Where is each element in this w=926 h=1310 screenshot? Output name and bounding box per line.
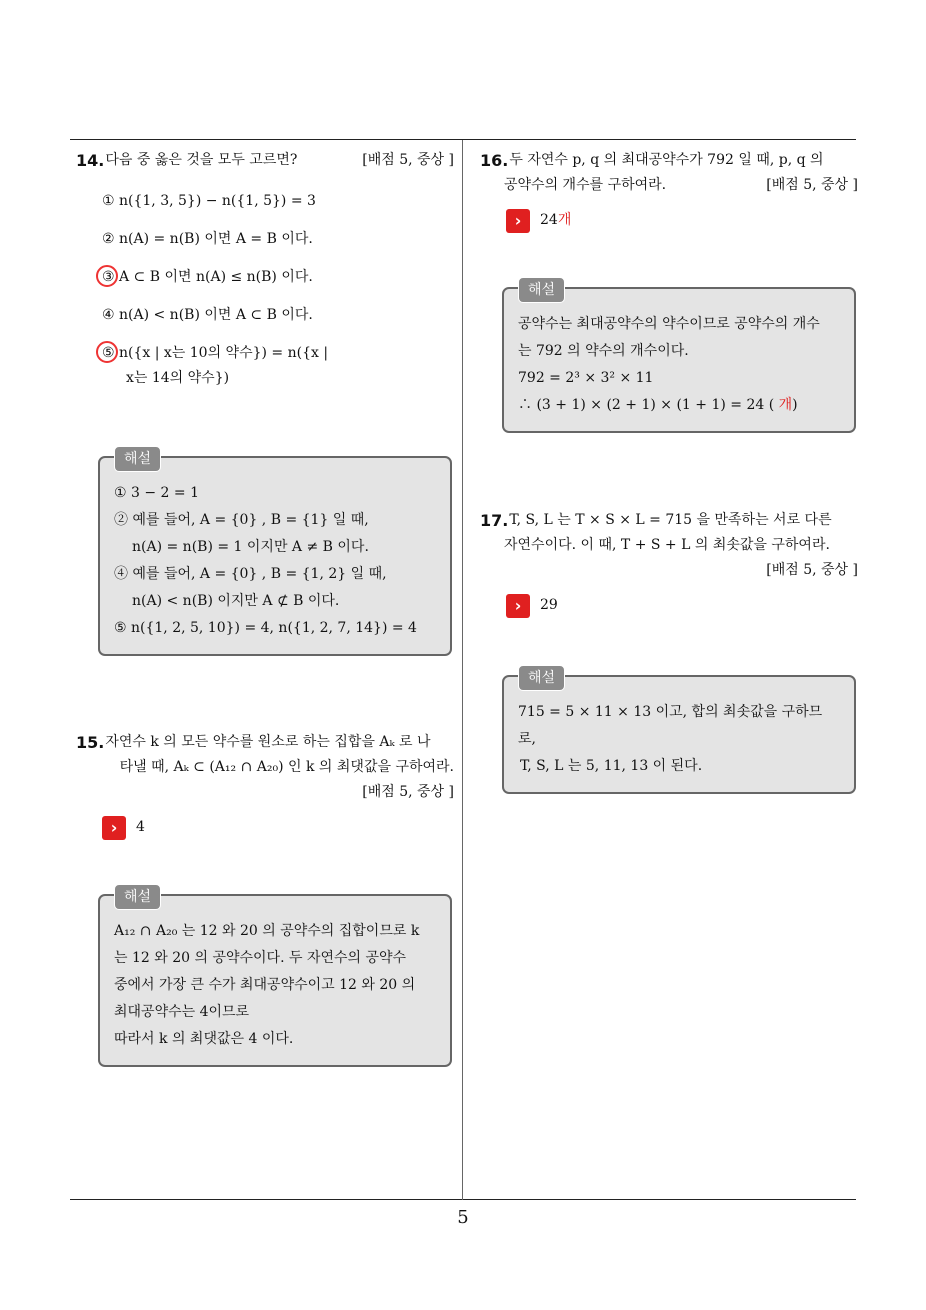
- explanation-label: 해설: [518, 277, 565, 303]
- question-number: 17.: [480, 511, 509, 530]
- option-5: ⑤ n({x | x는 10의 약수}) = n({x | x는 14의 약수}): [76, 341, 454, 391]
- question-text-cont: 공약수의 개수를 구하여라. [배점 5, 중상 ]: [480, 173, 858, 198]
- answer-unit: 개: [557, 212, 572, 228]
- answer-row: [76, 815, 454, 840]
- explanation-box-16: 해설 공약수는 최대공약수의 약수이므로 공약수의 개수 는 792 의 약수의 개수이다. 792 = 2³ × 3² × 11 ∴ (3 + 1) × (2 + 1) × (1 + 1) = 24 ( 개): [502, 287, 856, 433]
- question-14: [76, 148, 454, 391]
- answer-row: [480, 593, 858, 618]
- option-3: ③ A ⊂ B 이면 n(A) ≤ n(B) 이다.: [76, 265, 454, 290]
- chevron-right-icon: ›: [506, 209, 530, 233]
- option-2: ② n(A) = n(B) 이면 A = B 이다.: [102, 231, 313, 247]
- explanation-box-15: 해설 A₁₂ ∩ A₂₀ 는 12 와 20 의 공약수의 집합이므로 k 는 12 와 20 의 공약수이다. 두 자연수의 공약수 중에서 가장 큰 수가 최대공약수이고 12 와 20 의 최대공약수는 4이므로 따라서 k 의 최댓값은 4 이다.: [98, 894, 452, 1067]
- question-text: 다음 중 옳은 것을 모두 고르면? [배점 5, 중상 ]: [105, 148, 454, 173]
- top-rule: [70, 139, 856, 140]
- answer-value: 4: [136, 819, 145, 835]
- question-15: 15. 자연수 k 의 모든 약수를 원소로 하는 집합을 Aₖ 로 나 타낼 때, Aₖ ⊂ (A₁₂ ∩ A₂₀) 인 k 의 최댓값을 구하여라. [배점 5, 중상 ] › 4: [76, 730, 454, 840]
- bottom-rule: [70, 1199, 856, 1200]
- option-4: ④ n(A) < n(B) 이면 A ⊂ B 이다.: [102, 307, 313, 323]
- question-number: 15.: [76, 733, 105, 752]
- question-number: 16.: [480, 151, 509, 170]
- explanation-label: 해설: [114, 446, 161, 472]
- answer-value: 24: [540, 212, 558, 228]
- explanation-box-17: 해설 715 = 5 × 11 × 13 이고, 합의 최솟값을 구하므로, T, S, L 는 5, 11, 13 이 된다.: [502, 675, 856, 794]
- question-number: 14.: [76, 151, 105, 170]
- score-label: [배점 5, 중상 ]: [362, 152, 454, 168]
- explanation-box-14: 해설 ① 3 − 2 = 1 ② 예를 들어, A = {0} , B = {1} 일 때, n(A) = n(B) = 1 이지만 A ≠ B 이다. ④ 예를 들어, A = {0} , B = {1, 2} 일 때, n(A) < n(B) 이지만 A ⊄ B 이다. ⑤ n({1, 2, 5, 10}) = 4, n({1, 2, 7, 14}) = 4: [98, 456, 452, 656]
- correct-mark-icon: [96, 341, 118, 363]
- answer-value: 29: [540, 597, 558, 613]
- score-label: [배점 5, 중상 ]: [362, 784, 454, 800]
- question-16: 16. 두 자연수 p, q 의 최대공약수가 792 일 때, p, q 의 공약수의 개수를 구하여라. [배점 5, 중상 ] › 24 개: [480, 148, 858, 233]
- score-label: [배점 5, 중상 ]: [766, 177, 858, 193]
- explanation-label: 해설: [114, 884, 161, 910]
- explanation-label: 해설: [518, 665, 565, 691]
- column-divider: [462, 140, 463, 1200]
- chevron-right-icon: ›: [506, 594, 530, 618]
- question-17: 17. T, S, L 는 T × S × L = 715 을 만족하는 서로 다른 자연수이다. 이 때, T + S + L 의 최솟값을 구하여라. [배점 5, 중상 ] › 29: [480, 508, 858, 618]
- page-number: 5: [457, 1207, 469, 1228]
- correct-mark-icon: [96, 265, 118, 287]
- answer-row: [480, 208, 858, 233]
- score-label: [배점 5, 중상 ]: [766, 562, 858, 578]
- chevron-right-icon: ›: [102, 816, 126, 840]
- option-1: ① n({1, 3, 5}) − n({1, 5}) = 3: [102, 193, 316, 209]
